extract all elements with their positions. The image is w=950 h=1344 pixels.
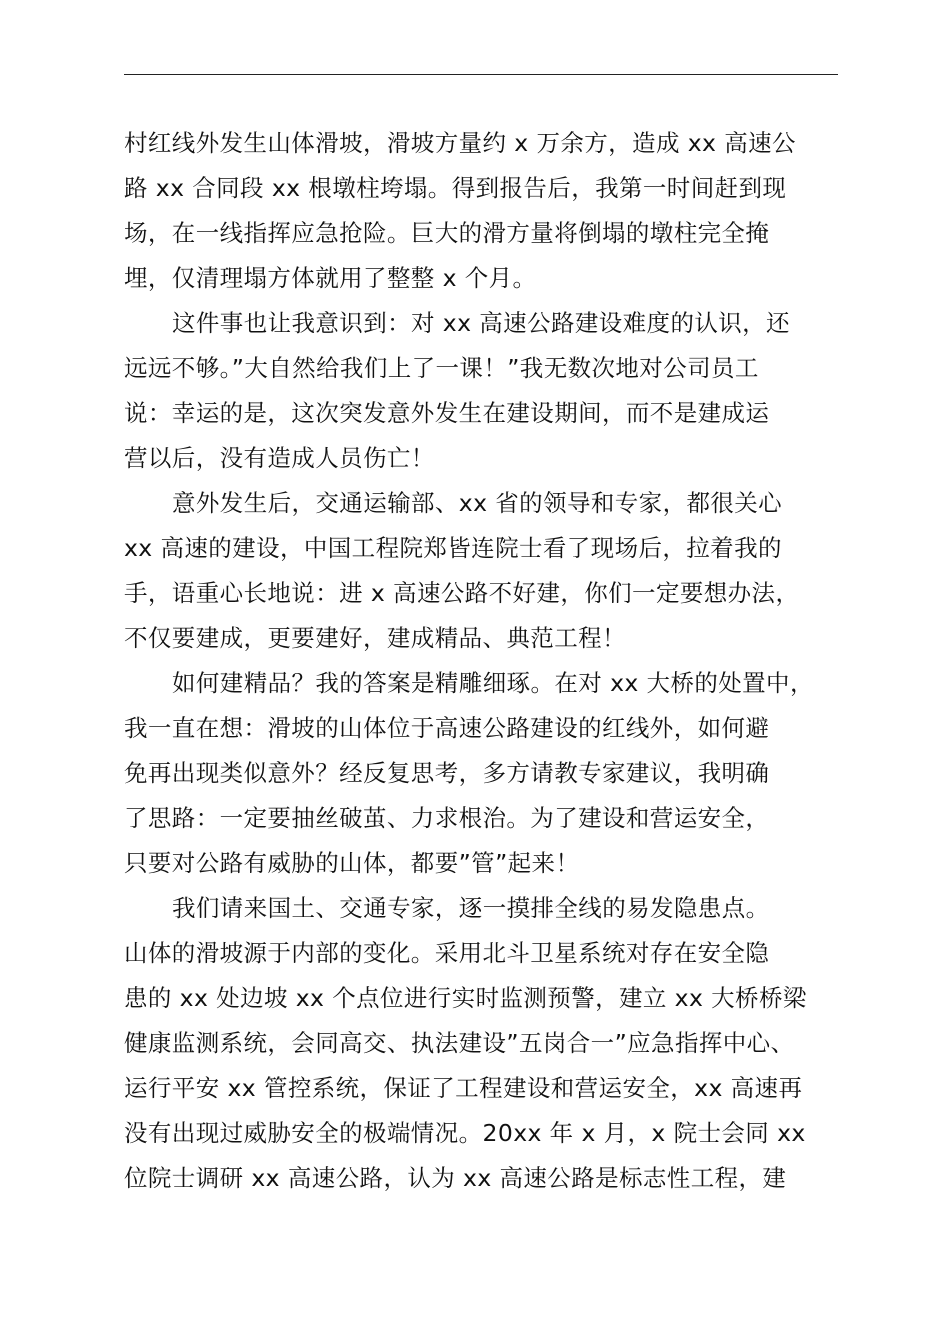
text-line: 没有出现过威胁安全的极端情况。20xx 年 x 月，x 院士会同 xx	[124, 1119, 806, 1147]
text-line: xx 高速的建设，中国工程院郑皆连院士看了现场后，拉着我的	[124, 534, 782, 562]
text-line: 健康监测系统，会同高交、执法建设”五岗合一”应急指挥中心、	[124, 1029, 795, 1057]
text-line: 只要对公路有威胁的山体，都要”管”起来！	[124, 849, 580, 877]
paragraph-start-line: 这件事也让我意识到：对 xx 高速公路建设难度的认识，还	[172, 309, 790, 337]
text-line: 说：幸运的是，这次突发意外发生在建设期间，而不是建成运	[124, 399, 770, 427]
text-line: 埋，仅清理塌方体就用了整整 x 个月。	[124, 264, 537, 292]
paragraph-start-line: 意外发生后，交通运输部、xx 省的领导和专家，都很关心	[172, 489, 783, 517]
text-line: 免再出现类似意外？经反复思考，多方请教专家建议，我明确	[124, 759, 770, 787]
text-line: 营以后，没有造成人员伤亡！	[124, 444, 435, 472]
text-line: 山体的滑坡源于内部的变化。采用北斗卫星系统对存在安全隐	[124, 939, 770, 967]
text-line: 位院士调研 xx 高速公路，认为 xx 高速公路是标志性工程，建	[124, 1164, 787, 1192]
text-line: 不仅要建成，更要建好，建成精品、典范工程！	[124, 624, 626, 652]
paragraph-start-line: 我们请来国土、交通专家，逐一摸排全线的易发隐患点。	[172, 894, 770, 922]
text-line: 场，在一线指挥应急抢险。巨大的滑方量将倒塌的墩柱完全掩	[124, 219, 770, 247]
header-rule	[124, 74, 838, 75]
text-line: 远远不够。”大自然给我们上了一课！”我无数次地对公司员工	[124, 354, 759, 382]
text-line: 了思路：一定要抽丝破茧、力求根治。为了建设和营运安全，	[124, 804, 770, 832]
text-line: 路 xx 合同段 xx 根墩柱垮塌。得到报告后，我第一时间赶到现	[124, 174, 787, 202]
text-line: 运行平安 xx 管控系统，保证了工程建设和营运安全，xx 高速再	[124, 1074, 803, 1102]
text-line: 患的 xx 处边坡 xx 个点位进行实时监测预警，建立 xx 大桥桥梁	[124, 984, 807, 1012]
text-line: 村红线外发生山体滑坡，滑坡方量约 x 万余方，造成 xx 高速公	[124, 129, 796, 157]
paragraph-start-line: 如何建精品？我的答案是精雕细琢。在对 xx 大桥的处置中，	[172, 669, 814, 697]
text-line: 我一直在想：滑坡的山体位于高速公路建设的红线外，如何避	[124, 714, 770, 742]
text-line: 手，语重心长地说：进 x 高速公路不好建，你们一定要想办法，	[124, 579, 800, 607]
